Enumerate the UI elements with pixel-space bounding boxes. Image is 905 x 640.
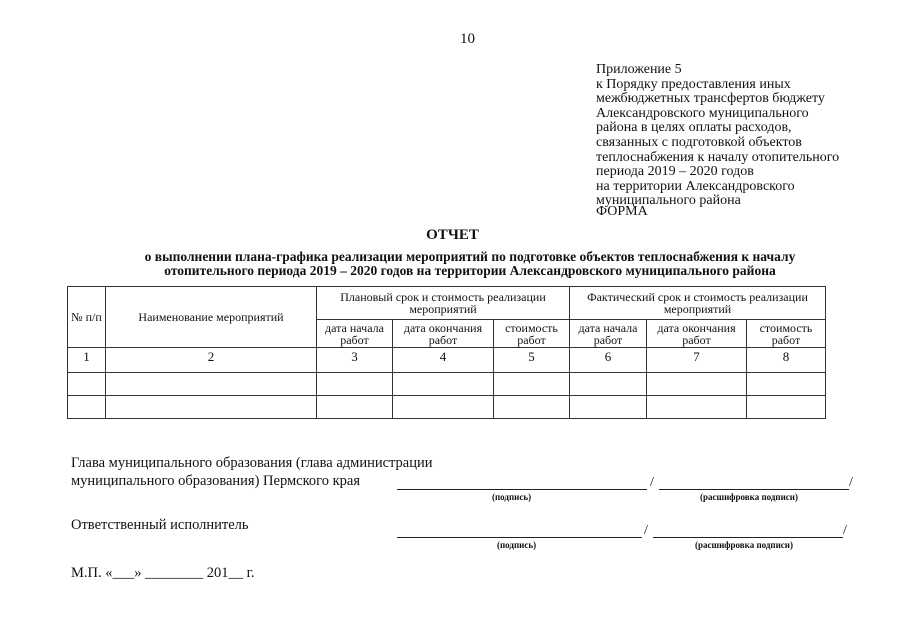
table-cell[interactable] [317,396,393,419]
head-title-line-1: Глава муниципального образования (глава администрации [71,455,433,471]
report-title: ОТЧЕТ [426,227,479,243]
page-number: 10 [460,31,475,47]
head-slash: / [650,475,654,490]
table-cell[interactable] [747,396,826,419]
column-header-planned-start: дата начала работ [317,320,393,348]
report-subtitle-line-2: отопительного периода 2019 – 2020 годов на территории Александровского муниципального района [164,262,776,278]
head-decryption-caption: (расшифровка подписи) [700,492,798,502]
table-cell[interactable] [494,373,570,396]
table-cell[interactable] [393,373,494,396]
head-title-line-2: муниципального образования) Пермского края [71,473,361,489]
table-cell[interactable] [106,396,317,419]
executor-slash-end: / [843,523,847,538]
table-cell[interactable] [106,373,317,396]
table-cell[interactable] [570,373,647,396]
table-row-numbers [68,348,826,373]
executor-signature-line[interactable] [397,537,642,538]
table-cell: 2 [106,348,317,373]
column-header-actual-cost: стоимость работ [747,320,826,348]
report-subtitle-line-1: о выполнении плана-графика реализации мероприятий по подготовке объектов теплоснабжения к началу [144,249,796,264]
table-cell[interactable] [68,396,106,419]
report-table [67,286,826,419]
head-signature-caption: (подпись) [492,492,532,502]
table-row-empty [68,396,826,419]
head-signature-line[interactable] [397,489,647,490]
column-header-number: № п/п [68,287,106,348]
table-cell: 6 [570,348,647,373]
table-cell[interactable] [647,373,747,396]
form-label: ФОРМА [596,204,648,219]
table-row-empty [68,373,826,396]
table-cell: 1 [68,348,106,373]
appendix-line: на территории Александровского [596,178,795,194]
table-cell[interactable] [647,396,747,419]
table-header-row [68,287,826,320]
appendix-line: Приложение 5 [596,62,682,77]
table-cell[interactable] [747,373,826,396]
column-header-actual-end: дата окончания работ [647,320,747,348]
column-group-planned: Плановый срок и стоимость реализации мероприятий [317,287,570,320]
table-cell[interactable] [494,396,570,419]
table-cell: 7 [647,348,747,373]
table-cell[interactable] [570,396,647,419]
table-cell[interactable] [68,373,106,396]
appendix-line: связанных с подготовкой объектов [596,134,802,150]
stamp-date-line: М.П. «___» ________ 201__ г. [71,565,255,581]
column-group-actual: Фактический срок и стоимость реализации мероприятий [570,287,826,320]
table-cell[interactable] [317,373,393,396]
executor-slash: / [644,523,648,538]
column-header-planned-end: дата окончания работ [393,320,494,348]
table-cell: 3 [317,348,393,373]
column-header-planned-cost: стоимость работ [494,320,570,348]
executor-label: Ответственный исполнитель [71,517,249,533]
executor-decryption-line[interactable] [653,537,843,538]
column-header-name: Наименование мероприятий [106,287,317,348]
appendix-line: района в целях оплаты расходов, [596,120,792,136]
appendix-line: периода 2019 – 2020 годов [596,164,754,180]
executor-signature-caption: (подпись) [497,540,537,550]
appendix-line: межбюджетных трансфертов бюджету [596,91,825,107]
table-cell: 8 [747,348,826,373]
appendix-line: муниципального района [596,193,741,209]
appendix-line: к Порядку предоставления иных [596,76,791,92]
appendix-line: теплоснабжения к началу отопительного [596,149,840,165]
executor-decryption-caption: (расшифровка подписи) [695,540,793,550]
head-slash-end: / [849,475,853,490]
table-cell: 5 [494,348,570,373]
table-cell[interactable] [393,396,494,419]
head-decryption-line[interactable] [659,489,849,490]
appendix-block [596,63,886,209]
column-header-actual-start: дата начала работ [570,320,647,348]
appendix-line: Александровского муниципального [596,105,809,121]
report-subtitle [60,250,880,277]
table-cell: 4 [393,348,494,373]
